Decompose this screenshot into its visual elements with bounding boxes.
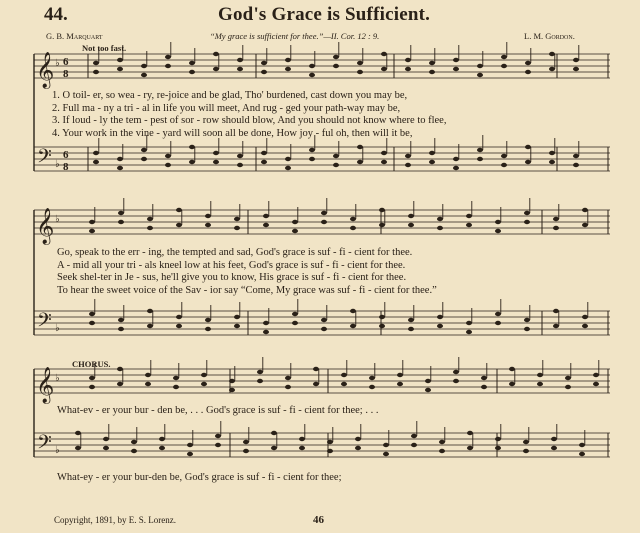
- note-head: [553, 226, 559, 230]
- note-head: [501, 64, 507, 68]
- note-head: [573, 163, 579, 167]
- note-head: [369, 385, 375, 389]
- note-head: [355, 446, 361, 450]
- note-head: [551, 437, 557, 441]
- note-head: [173, 376, 179, 380]
- chorus-lyrics-treble: What-ev - er your bur - den be, . . . God's grace is suf - fi - cient for thee; . . .: [57, 405, 379, 416]
- note-head: [379, 208, 385, 212]
- note-head: [355, 437, 361, 441]
- note-head: [537, 373, 543, 377]
- note-head: [261, 70, 267, 74]
- note-head: [201, 373, 207, 377]
- note-head: [75, 446, 81, 450]
- note-head: [357, 160, 363, 164]
- note-head: [425, 388, 431, 392]
- note-head: [381, 160, 387, 164]
- verse-3-line: Seek shel-ter in Je - sus, he'll give you to know, His grace is suf - fi - cient for thee.: [57, 272, 407, 284]
- note-head: [313, 367, 319, 371]
- note-head: [234, 217, 240, 221]
- note-head: [524, 327, 530, 331]
- note-head: [234, 324, 240, 328]
- verse-3-line: 3. If loud - ly the tem - pest of sor - row should blow, And you should not know where to flee,: [52, 115, 447, 127]
- note-head: [408, 214, 414, 218]
- note-head: [145, 373, 151, 377]
- note-head: [408, 223, 414, 227]
- note-head: [118, 220, 124, 224]
- verse-2-line: 2. Full ma - ny a tri - al in life you will meet, And rug - ged your path-way may be,: [52, 102, 401, 114]
- note-head: [118, 327, 124, 331]
- note-head: [439, 440, 445, 444]
- note-head: [309, 157, 315, 161]
- note-head: [321, 318, 327, 322]
- flat-sign-icon: ♭: [55, 373, 60, 384]
- note-head: [381, 151, 387, 155]
- note-head: [117, 166, 123, 170]
- note-head: [405, 58, 411, 62]
- note-head: [165, 154, 171, 158]
- note-head: [165, 163, 171, 167]
- note-head: [213, 160, 219, 164]
- svg-text:6: 6: [63, 56, 69, 68]
- note-head: [75, 431, 81, 435]
- note-head: [285, 157, 291, 161]
- note-head: [117, 58, 123, 62]
- note-head: [257, 379, 263, 383]
- note-head: [549, 160, 555, 164]
- treble-clef-icon: 𝄞: [36, 208, 55, 244]
- verse-1-line: 1. O toil- er, so wea - ry, re-joice and be glad, Tho' burdened, cast down you may be,: [52, 90, 408, 101]
- verse-4-line: To hear the sweet voice of the Sav - ior say “Come, My grace was suf - fi - cient for thee.”: [57, 284, 437, 296]
- chorus-label: CHORUS.: [72, 359, 111, 369]
- note-head: [237, 154, 243, 158]
- note-head: [481, 385, 487, 389]
- note-head: [379, 324, 385, 328]
- note-head: [234, 226, 240, 230]
- note-head: [131, 440, 137, 444]
- note-head: [213, 52, 219, 56]
- note-head: [243, 440, 249, 444]
- verse-4-line: 4. Your work in the vine - yard will soon all be done, How joy - ful oh, then will it be,: [52, 127, 413, 139]
- note-head: [89, 376, 95, 380]
- note-head: [467, 446, 473, 450]
- note-head: [524, 220, 530, 224]
- note-head: [582, 223, 588, 227]
- note-head: [147, 217, 153, 221]
- copyright-notice: Copyright, 1891, by E. S. Lorenz.: [54, 515, 176, 525]
- note-head: [573, 67, 579, 71]
- note-head: [271, 446, 277, 450]
- note-head: [299, 437, 305, 441]
- note-head: [477, 64, 483, 68]
- flat-sign-icon: ♭: [55, 445, 60, 456]
- hymn-title: God's Grace is Sufficient.: [218, 4, 431, 25]
- note-head: [501, 55, 507, 59]
- note-head: [118, 318, 124, 322]
- note-head: [466, 214, 472, 218]
- note-head: [201, 382, 207, 386]
- note-head: [285, 67, 291, 71]
- note-head: [425, 379, 431, 383]
- note-head: [285, 385, 291, 389]
- note-head: [292, 220, 298, 224]
- note-head: [525, 70, 531, 74]
- note-head: [187, 443, 193, 447]
- note-head: [309, 73, 315, 77]
- note-head: [261, 160, 267, 164]
- note-head: [481, 376, 487, 380]
- note-head: [573, 58, 579, 62]
- note-head: [103, 446, 109, 450]
- verse-lyrics-system-2: [57, 247, 437, 297]
- note-head: [501, 163, 507, 167]
- note-head: [327, 440, 333, 444]
- note-head: [176, 315, 182, 319]
- note-head: [117, 382, 123, 386]
- note-head: [147, 309, 153, 313]
- bass-clef-icon: 𝄢: [37, 310, 52, 336]
- note-head: [525, 160, 531, 164]
- note-head: [215, 434, 221, 438]
- verse-2-line: A - mid all your tri - als kneel low at his feet, God's grace is suf - fi - cient for thee.: [57, 259, 406, 271]
- scripture-reference: “My grace is sufficient for thee.”—II. Cor. 12 : 9.: [210, 31, 380, 41]
- note-head: [263, 321, 269, 325]
- bass-clef-icon: 𝄢: [37, 146, 52, 172]
- note-head: [89, 229, 95, 233]
- composer-credit: G. B. Marquart: [46, 31, 103, 41]
- note-head: [350, 309, 356, 313]
- note-head: [429, 61, 435, 65]
- treble-clef-icon: 𝄞: [36, 367, 55, 403]
- note-head: [263, 330, 269, 334]
- note-head: [261, 61, 267, 65]
- note-head: [285, 58, 291, 62]
- note-head: [350, 217, 356, 221]
- note-head: [117, 157, 123, 161]
- note-head: [93, 61, 99, 65]
- note-head: [495, 437, 501, 441]
- note-head: [189, 61, 195, 65]
- note-head: [93, 70, 99, 74]
- note-head: [285, 166, 291, 170]
- note-head: [437, 226, 443, 230]
- note-head: [495, 220, 501, 224]
- note-head: [405, 163, 411, 167]
- note-head: [379, 315, 385, 319]
- svg-text:8: 8: [63, 161, 69, 173]
- note-head: [593, 373, 599, 377]
- note-head: [187, 452, 193, 456]
- note-head: [159, 437, 165, 441]
- note-head: [263, 223, 269, 227]
- note-head: [313, 382, 319, 386]
- note-head: [466, 223, 472, 227]
- note-head: [408, 327, 414, 331]
- note-head: [405, 67, 411, 71]
- flat-sign-icon: ♭: [55, 58, 60, 69]
- note-head: [213, 67, 219, 71]
- note-head: [205, 214, 211, 218]
- note-head: [453, 58, 459, 62]
- note-head: [321, 220, 327, 224]
- note-head: [466, 321, 472, 325]
- flat-sign-icon: ♭: [55, 214, 60, 225]
- note-head: [429, 70, 435, 74]
- note-head: [131, 449, 137, 453]
- note-head: [437, 324, 443, 328]
- note-head: [263, 214, 269, 218]
- svg-text:8: 8: [63, 68, 69, 80]
- note-head: [141, 73, 147, 77]
- note-head: [309, 148, 315, 152]
- note-head: [117, 67, 123, 71]
- note-head: [549, 151, 555, 155]
- verse-lyrics-system-1: [52, 90, 446, 140]
- note-head: [350, 226, 356, 230]
- note-head: [350, 324, 356, 328]
- note-head: [292, 229, 298, 233]
- note-head: [215, 443, 221, 447]
- note-head: [411, 443, 417, 447]
- note-head: [379, 223, 385, 227]
- note-head: [383, 452, 389, 456]
- note-head: [453, 379, 459, 383]
- note-head: [327, 449, 333, 453]
- note-head: [333, 163, 339, 167]
- note-head: [411, 434, 417, 438]
- note-head: [524, 211, 530, 215]
- note-head: [213, 151, 219, 155]
- note-head: [321, 327, 327, 331]
- note-head: [437, 315, 443, 319]
- note-head: [145, 382, 151, 386]
- note-head: [237, 163, 243, 167]
- note-head: [553, 217, 559, 221]
- note-head: [89, 312, 95, 316]
- note-head: [495, 446, 501, 450]
- note-head: [579, 443, 585, 447]
- note-head: [477, 73, 483, 77]
- note-head: [429, 151, 435, 155]
- note-head: [495, 321, 501, 325]
- note-head: [271, 431, 277, 435]
- note-head: [549, 52, 555, 56]
- hymn-number: 44.: [44, 4, 68, 25]
- note-head: [408, 318, 414, 322]
- note-head: [229, 388, 235, 392]
- note-head: [141, 157, 147, 161]
- note-head: [333, 55, 339, 59]
- note-head: [453, 157, 459, 161]
- note-head: [176, 324, 182, 328]
- note-head: [237, 58, 243, 62]
- note-head: [551, 446, 557, 450]
- note-head: [381, 67, 387, 71]
- note-head: [523, 440, 529, 444]
- note-head: [582, 208, 588, 212]
- note-head: [467, 431, 473, 435]
- tempo-marking: Not too fast.: [82, 43, 127, 53]
- note-head: [397, 382, 403, 386]
- note-head: [549, 67, 555, 71]
- note-head: [103, 437, 109, 441]
- note-head: [257, 370, 263, 374]
- note-head: [243, 449, 249, 453]
- note-head: [321, 211, 327, 215]
- note-head: [437, 217, 443, 221]
- note-head: [189, 145, 195, 149]
- note-head: [292, 321, 298, 325]
- svg-text:6: 6: [63, 149, 69, 161]
- flat-sign-icon: ♭: [55, 323, 60, 334]
- note-head: [429, 160, 435, 164]
- note-head: [553, 309, 559, 313]
- note-head: [573, 154, 579, 158]
- note-head: [357, 70, 363, 74]
- note-head: [495, 229, 501, 233]
- note-head: [299, 446, 305, 450]
- note-head: [582, 324, 588, 328]
- note-head: [405, 154, 411, 158]
- note-head: [117, 367, 123, 371]
- treble-staff-3: [34, 369, 610, 393]
- note-head: [333, 154, 339, 158]
- note-head: [234, 315, 240, 319]
- note-head: [237, 67, 243, 71]
- note-head: [565, 385, 571, 389]
- note-head: [524, 318, 530, 322]
- note-head: [453, 166, 459, 170]
- note-head: [357, 61, 363, 65]
- treble-clef-icon: 𝄞: [36, 52, 55, 88]
- note-head: [593, 382, 599, 386]
- note-head: [453, 370, 459, 374]
- note-head: [466, 330, 472, 334]
- note-head: [509, 367, 515, 371]
- note-head: [176, 223, 182, 227]
- note-head: [261, 151, 267, 155]
- note-head: [229, 379, 235, 383]
- note-head: [93, 160, 99, 164]
- flat-sign-icon: ♭: [55, 159, 60, 170]
- note-head: [501, 154, 507, 158]
- note-head: [525, 145, 531, 149]
- note-head: [509, 382, 515, 386]
- note-head: [357, 145, 363, 149]
- bass-staff-2: [34, 311, 610, 335]
- note-head: [285, 376, 291, 380]
- note-head: [165, 64, 171, 68]
- note-head: [292, 312, 298, 316]
- note-head: [173, 385, 179, 389]
- page-number: 46: [313, 514, 324, 526]
- note-head: [147, 226, 153, 230]
- note-head: [205, 327, 211, 331]
- note-head: [579, 452, 585, 456]
- note-head: [565, 376, 571, 380]
- bass-clef-icon: 𝄢: [37, 432, 52, 458]
- note-head: [118, 211, 124, 215]
- note-head: [89, 220, 95, 224]
- note-head: [381, 52, 387, 56]
- note-head: [477, 148, 483, 152]
- note-head: [89, 385, 95, 389]
- note-head: [553, 324, 559, 328]
- note-head: [369, 376, 375, 380]
- author-credit: L. M. Gordon.: [524, 31, 575, 41]
- note-head: [397, 373, 403, 377]
- note-head: [189, 70, 195, 74]
- note-head: [383, 443, 389, 447]
- note-head: [176, 208, 182, 212]
- note-head: [525, 61, 531, 65]
- note-head: [93, 151, 99, 155]
- note-head: [333, 64, 339, 68]
- note-head: [159, 446, 165, 450]
- note-head: [477, 157, 483, 161]
- chorus-lyrics-bass: What-ey - er your bur-den be, God's grace is suf - fi - cient for thee;: [57, 472, 342, 483]
- note-head: [141, 64, 147, 68]
- verse-1-line: Go, speak to the err - ing, the tempted and sad, God's grace is suf - fi - cient for thee.: [57, 247, 413, 258]
- note-head: [523, 449, 529, 453]
- note-head: [582, 315, 588, 319]
- note-head: [89, 321, 95, 325]
- note-head: [141, 148, 147, 152]
- note-head: [341, 373, 347, 377]
- note-head: [189, 160, 195, 164]
- bass-staff-3: [34, 433, 610, 457]
- note-head: [205, 223, 211, 227]
- note-head: [147, 324, 153, 328]
- note-head: [205, 318, 211, 322]
- note-head: [453, 67, 459, 71]
- note-head: [165, 55, 171, 59]
- note-head: [309, 64, 315, 68]
- note-head: [439, 449, 445, 453]
- note-head: [495, 312, 501, 316]
- note-head: [537, 382, 543, 386]
- treble-staff-1: [34, 54, 610, 78]
- note-head: [341, 382, 347, 386]
